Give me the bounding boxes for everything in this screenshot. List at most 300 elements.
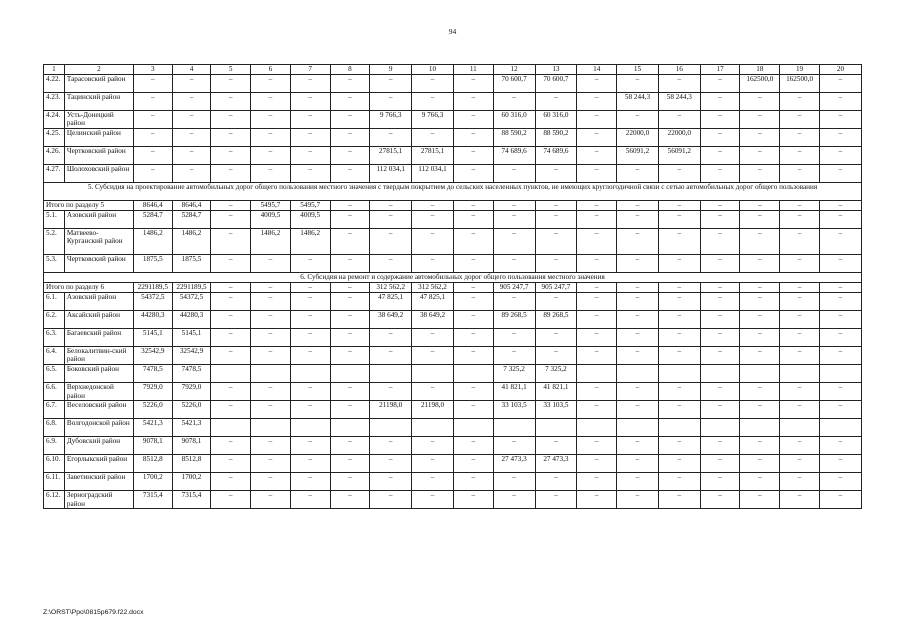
- value-cell: –: [617, 254, 659, 272]
- value-cell: –: [658, 164, 700, 182]
- value-cell: –: [658, 210, 700, 228]
- value-cell: –: [658, 200, 700, 210]
- value-cell: 5421,3: [133, 419, 172, 437]
- value-cell: –: [453, 328, 493, 346]
- row-number: 6.9.: [44, 437, 65, 455]
- value-cell: 44280,3: [133, 310, 172, 328]
- district-name: Веселовский район: [64, 401, 133, 419]
- value-cell: –: [740, 292, 780, 310]
- value-cell: 5145,1: [172, 328, 211, 346]
- value-cell: –: [251, 128, 291, 146]
- value-cell: [780, 419, 820, 437]
- district-name: Волгодонской район: [64, 419, 133, 437]
- value-cell: –: [780, 110, 820, 128]
- value-cell: –: [819, 437, 861, 455]
- value-cell: –: [658, 382, 700, 400]
- value-cell: [330, 364, 370, 382]
- value-cell: [700, 364, 740, 382]
- value-cell: –: [740, 254, 780, 272]
- value-cell: –: [780, 228, 820, 254]
- value-cell: –: [290, 254, 330, 272]
- value-cell: –: [780, 92, 820, 110]
- value-cell: –: [370, 92, 412, 110]
- value-cell: –: [819, 210, 861, 228]
- value-cell: –: [251, 473, 291, 491]
- section-total-label: Итого по разделу 5: [44, 200, 134, 210]
- value-cell: –: [658, 455, 700, 473]
- value-cell: –: [780, 254, 820, 272]
- value-cell: –: [819, 254, 861, 272]
- value-cell: –: [780, 455, 820, 473]
- value-cell: –: [330, 382, 370, 400]
- value-cell: –: [700, 146, 740, 164]
- column-number: 17: [700, 65, 740, 75]
- value-cell: –: [290, 310, 330, 328]
- value-cell: –: [251, 455, 291, 473]
- value-cell: –: [658, 346, 700, 364]
- value-cell: –: [290, 110, 330, 128]
- column-number: 14: [577, 65, 617, 75]
- value-cell: –: [700, 210, 740, 228]
- value-cell: 905 247,7: [535, 282, 577, 292]
- value-cell: –: [700, 455, 740, 473]
- value-cell: –: [780, 310, 820, 328]
- value-cell: 905 247,7: [493, 282, 535, 292]
- value-cell: –: [290, 328, 330, 346]
- value-cell: –: [617, 228, 659, 254]
- value-cell: –: [535, 473, 577, 491]
- value-cell: –: [211, 473, 251, 491]
- value-cell: 1486,2: [133, 228, 172, 254]
- value-cell: –: [493, 292, 535, 310]
- value-cell: –: [617, 401, 659, 419]
- value-cell: 1700,2: [133, 473, 172, 491]
- value-cell: –: [251, 437, 291, 455]
- value-cell: [577, 364, 617, 382]
- value-cell: –: [658, 491, 700, 509]
- value-cell: –: [658, 328, 700, 346]
- value-cell: –: [251, 110, 291, 128]
- value-cell: –: [617, 210, 659, 228]
- value-cell: –: [133, 128, 172, 146]
- value-cell: –: [577, 210, 617, 228]
- value-cell: [453, 364, 493, 382]
- value-cell: –: [740, 491, 780, 509]
- value-cell: –: [453, 146, 493, 164]
- value-cell: –: [535, 228, 577, 254]
- value-cell: –: [251, 74, 291, 92]
- value-cell: –: [577, 110, 617, 128]
- row-number: 6.12.: [44, 491, 65, 509]
- value-cell: 5284,7: [133, 210, 172, 228]
- value-cell: 22000,0: [617, 128, 659, 146]
- value-cell: –: [370, 346, 412, 364]
- column-number: 9: [370, 65, 412, 75]
- value-cell: –: [493, 200, 535, 210]
- table-row: [44, 164, 862, 182]
- column-number: 5: [211, 65, 251, 75]
- value-cell: 7 325,2: [493, 364, 535, 382]
- value-cell: –: [577, 254, 617, 272]
- row-number: 5.1.: [44, 210, 65, 228]
- district-name: Заветинский район: [64, 473, 133, 491]
- value-cell: –: [412, 346, 454, 364]
- value-cell: –: [780, 437, 820, 455]
- value-cell: –: [740, 164, 780, 182]
- value-cell: –: [251, 310, 291, 328]
- column-number: 1: [44, 65, 65, 75]
- value-cell: 1486,2: [290, 228, 330, 254]
- value-cell: –: [740, 455, 780, 473]
- district-name: Аксайский район: [64, 310, 133, 328]
- value-cell: –: [740, 110, 780, 128]
- value-cell: –: [211, 346, 251, 364]
- district-name: Шолоховский район: [64, 164, 133, 182]
- value-cell: –: [330, 292, 370, 310]
- value-cell: –: [211, 437, 251, 455]
- value-cell: –: [700, 110, 740, 128]
- value-cell: 27815,1: [412, 146, 454, 164]
- value-cell: –: [370, 74, 412, 92]
- value-cell: –: [658, 292, 700, 310]
- row-number: 6.7.: [44, 401, 65, 419]
- value-cell: –: [251, 292, 291, 310]
- value-cell: –: [330, 473, 370, 491]
- value-cell: –: [700, 328, 740, 346]
- value-cell: –: [290, 382, 330, 400]
- value-cell: –: [370, 228, 412, 254]
- value-cell: –: [658, 401, 700, 419]
- column-number: 18: [740, 65, 780, 75]
- value-cell: –: [172, 74, 211, 92]
- value-cell: –: [577, 328, 617, 346]
- value-cell: –: [453, 437, 493, 455]
- value-cell: –: [617, 310, 659, 328]
- value-cell: –: [412, 128, 454, 146]
- value-cell: –: [617, 328, 659, 346]
- value-cell: –: [211, 292, 251, 310]
- value-cell: –: [330, 164, 370, 182]
- value-cell: –: [617, 74, 659, 92]
- value-cell: –: [577, 128, 617, 146]
- value-cell: –: [740, 382, 780, 400]
- value-cell: –: [330, 210, 370, 228]
- value-cell: –: [330, 491, 370, 509]
- value-cell: 1875,5: [172, 254, 211, 272]
- value-cell: –: [330, 401, 370, 419]
- value-cell: –: [290, 92, 330, 110]
- value-cell: –: [819, 92, 861, 110]
- value-cell: –: [211, 74, 251, 92]
- value-cell: –: [330, 110, 370, 128]
- column-number: 7: [290, 65, 330, 75]
- district-name: Чертковский район: [64, 254, 133, 272]
- value-cell: –: [780, 164, 820, 182]
- value-cell: –: [290, 128, 330, 146]
- value-cell: 58 244,3: [658, 92, 700, 110]
- value-cell: [251, 364, 291, 382]
- row-number: 4.24.: [44, 110, 65, 128]
- value-cell: –: [535, 164, 577, 182]
- value-cell: [535, 419, 577, 437]
- value-cell: 33 103,5: [493, 401, 535, 419]
- value-cell: 60 316,0: [535, 110, 577, 128]
- value-cell: –: [211, 310, 251, 328]
- table-row: [44, 310, 862, 328]
- value-cell: –: [493, 92, 535, 110]
- value-cell: 7478,5: [133, 364, 172, 382]
- column-number: 16: [658, 65, 700, 75]
- district-name: Егорлыкский район: [64, 455, 133, 473]
- value-cell: 1700,2: [172, 473, 211, 491]
- value-cell: –: [211, 164, 251, 182]
- value-cell: –: [819, 382, 861, 400]
- value-cell: –: [700, 164, 740, 182]
- value-cell: –: [493, 254, 535, 272]
- column-number: 13: [535, 65, 577, 75]
- value-cell: –: [453, 401, 493, 419]
- value-cell: 312 562,2: [412, 282, 454, 292]
- value-cell: –: [251, 92, 291, 110]
- value-cell: 5226,0: [172, 401, 211, 419]
- value-cell: –: [370, 437, 412, 455]
- value-cell: 5495,7: [251, 200, 291, 210]
- column-number: 19: [780, 65, 820, 75]
- subsidy-table: [43, 64, 862, 509]
- value-cell: –: [211, 128, 251, 146]
- value-cell: –: [290, 74, 330, 92]
- value-cell: 2291189,5: [133, 282, 172, 292]
- value-cell: 9078,1: [133, 437, 172, 455]
- value-cell: –: [577, 382, 617, 400]
- value-cell: 9 766,3: [370, 110, 412, 128]
- value-cell: –: [577, 346, 617, 364]
- value-cell: 32542,9: [172, 346, 211, 364]
- value-cell: –: [535, 346, 577, 364]
- value-cell: –: [370, 128, 412, 146]
- value-cell: –: [740, 282, 780, 292]
- row-number: 4.22.: [44, 74, 65, 92]
- value-cell: [330, 419, 370, 437]
- value-cell: –: [330, 282, 370, 292]
- value-cell: –: [819, 292, 861, 310]
- value-cell: 312 562,2: [370, 282, 412, 292]
- value-cell: –: [412, 382, 454, 400]
- value-cell: –: [251, 328, 291, 346]
- value-cell: [740, 364, 780, 382]
- value-cell: –: [658, 228, 700, 254]
- page-number: 94: [448, 27, 457, 36]
- value-cell: 5421,3: [172, 419, 211, 437]
- file-path-footer: Z:\ORST\Ppo\0815p679.f22.docx: [43, 609, 144, 616]
- value-cell: –: [780, 401, 820, 419]
- value-cell: 4009,5: [290, 210, 330, 228]
- value-cell: –: [819, 473, 861, 491]
- value-cell: –: [290, 164, 330, 182]
- value-cell: –: [493, 437, 535, 455]
- row-number: 6.8.: [44, 419, 65, 437]
- column-number: 20: [819, 65, 861, 75]
- value-cell: –: [617, 292, 659, 310]
- value-cell: [370, 364, 412, 382]
- value-cell: –: [740, 310, 780, 328]
- value-cell: –: [819, 328, 861, 346]
- value-cell: –: [700, 92, 740, 110]
- value-cell: 74 689,6: [535, 146, 577, 164]
- value-cell: –: [535, 328, 577, 346]
- value-cell: –: [493, 328, 535, 346]
- value-cell: 70 600,7: [493, 74, 535, 92]
- value-cell: –: [251, 164, 291, 182]
- value-cell: –: [740, 346, 780, 364]
- value-cell: [577, 419, 617, 437]
- value-cell: 60 316,0: [493, 110, 535, 128]
- value-cell: –: [740, 228, 780, 254]
- value-cell: [658, 364, 700, 382]
- value-cell: –: [780, 382, 820, 400]
- value-cell: –: [412, 455, 454, 473]
- value-cell: –: [211, 210, 251, 228]
- table-row: [44, 210, 862, 228]
- value-cell: 162500,0: [780, 74, 820, 92]
- value-cell: –: [819, 200, 861, 210]
- value-cell: 1875,5: [133, 254, 172, 272]
- value-cell: [780, 364, 820, 382]
- value-cell: 1486,2: [251, 228, 291, 254]
- value-cell: –: [700, 346, 740, 364]
- table-body: [44, 65, 862, 509]
- value-cell: –: [211, 491, 251, 509]
- value-cell: –: [819, 455, 861, 473]
- district-name: Азовский район: [64, 210, 133, 228]
- header-row: [44, 65, 862, 75]
- value-cell: –: [700, 437, 740, 455]
- row-number: 4.23.: [44, 92, 65, 110]
- value-cell: –: [700, 292, 740, 310]
- value-cell: –: [617, 282, 659, 292]
- value-cell: –: [617, 110, 659, 128]
- value-cell: 47 825,1: [370, 292, 412, 310]
- value-cell: –: [617, 200, 659, 210]
- value-cell: –: [133, 74, 172, 92]
- value-cell: –: [740, 210, 780, 228]
- value-cell: –: [211, 228, 251, 254]
- table-row: [44, 455, 862, 473]
- value-cell: 27 473,3: [493, 455, 535, 473]
- value-cell: –: [453, 210, 493, 228]
- value-cell: –: [211, 401, 251, 419]
- value-cell: –: [658, 437, 700, 455]
- value-cell: –: [172, 110, 211, 128]
- table-row: [44, 74, 862, 92]
- value-cell: 54372,5: [172, 292, 211, 310]
- value-cell: –: [330, 128, 370, 146]
- value-cell: –: [780, 146, 820, 164]
- value-cell: 21198,0: [412, 401, 454, 419]
- value-cell: –: [290, 455, 330, 473]
- value-cell: –: [133, 110, 172, 128]
- value-cell: [493, 419, 535, 437]
- column-number: 10: [412, 65, 454, 75]
- value-cell: 44280,3: [172, 310, 211, 328]
- value-cell: –: [412, 228, 454, 254]
- column-number: 4: [172, 65, 211, 75]
- value-cell: –: [251, 382, 291, 400]
- value-cell: –: [658, 110, 700, 128]
- value-cell: –: [330, 92, 370, 110]
- value-cell: –: [172, 92, 211, 110]
- value-cell: 7929,0: [133, 382, 172, 400]
- value-cell: –: [330, 74, 370, 92]
- value-cell: –: [370, 210, 412, 228]
- value-cell: –: [780, 282, 820, 292]
- value-cell: –: [453, 164, 493, 182]
- value-cell: 41 821,1: [535, 382, 577, 400]
- value-cell: –: [535, 292, 577, 310]
- value-cell: –: [780, 128, 820, 146]
- value-cell: –: [493, 473, 535, 491]
- value-cell: [211, 419, 251, 437]
- value-cell: [700, 419, 740, 437]
- value-cell: 54372,5: [133, 292, 172, 310]
- value-cell: –: [819, 128, 861, 146]
- value-cell: –: [412, 200, 454, 210]
- value-cell: –: [617, 346, 659, 364]
- value-cell: 7315,4: [133, 491, 172, 509]
- value-cell: –: [535, 92, 577, 110]
- table-row: [44, 228, 862, 254]
- row-number: 6.2.: [44, 310, 65, 328]
- district-name: Верхнедонской район: [64, 382, 133, 400]
- value-cell: –: [535, 210, 577, 228]
- value-cell: [617, 364, 659, 382]
- value-cell: –: [658, 473, 700, 491]
- value-cell: –: [172, 128, 211, 146]
- value-cell: –: [700, 228, 740, 254]
- value-cell: –: [740, 437, 780, 455]
- value-cell: –: [412, 210, 454, 228]
- table-row: [44, 128, 862, 146]
- value-cell: –: [658, 254, 700, 272]
- value-cell: –: [700, 473, 740, 491]
- value-cell: –: [453, 346, 493, 364]
- value-cell: 8512,8: [172, 455, 211, 473]
- value-cell: –: [290, 146, 330, 164]
- value-cell: –: [700, 491, 740, 509]
- value-cell: –: [780, 346, 820, 364]
- value-cell: –: [290, 473, 330, 491]
- value-cell: –: [658, 74, 700, 92]
- value-cell: –: [493, 346, 535, 364]
- value-cell: –: [370, 455, 412, 473]
- row-number: 6.11.: [44, 473, 65, 491]
- table-row: [44, 110, 862, 128]
- value-cell: 9 766,3: [412, 110, 454, 128]
- value-cell: –: [133, 164, 172, 182]
- value-cell: –: [330, 254, 370, 272]
- value-cell: –: [740, 401, 780, 419]
- value-cell: 22000,0: [658, 128, 700, 146]
- value-cell: 112 034,1: [370, 164, 412, 182]
- value-cell: 89 268,5: [535, 310, 577, 328]
- value-cell: –: [370, 254, 412, 272]
- value-cell: –: [133, 92, 172, 110]
- table-row: [44, 146, 862, 164]
- value-cell: –: [330, 437, 370, 455]
- value-cell: –: [819, 310, 861, 328]
- value-cell: –: [700, 254, 740, 272]
- value-cell: 8646,4: [172, 200, 211, 210]
